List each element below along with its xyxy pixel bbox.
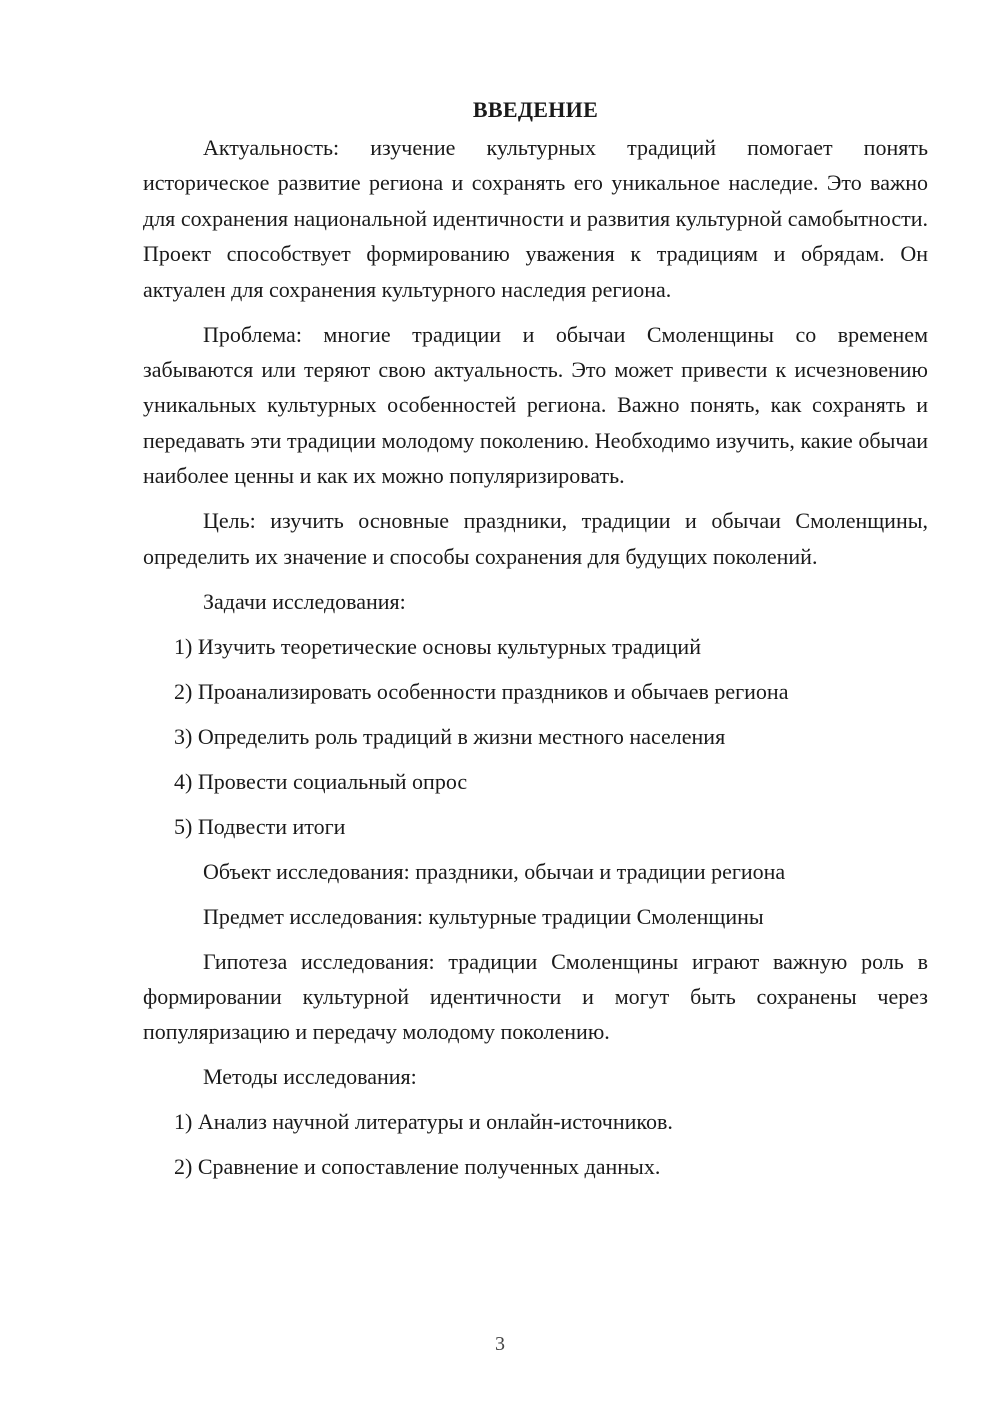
research-subject: Предмет исследования: культурные традиции Смоленщины bbox=[203, 903, 764, 929]
page-number: 3 bbox=[495, 1333, 505, 1355]
task-item: 2) Проанализировать особенности праздников и обычаев региона bbox=[174, 678, 789, 704]
paragraph-relevance: Актуальность: изучение культурных традиций помогает понять историческое развитие региона и сохранять его уникальное наследие. Это важно для сохранения национальной идентичности и развития культурной самобытности. Проект способствует формированию уважения к традициям и обрядам. Он актуален для сохранения культурного наследия региона. bbox=[143, 135, 928, 302]
task-item: 3) Определить роль традиций в жизни местного населения bbox=[174, 723, 726, 749]
research-object: Объект исследования: праздники, обычаи и традиции региона bbox=[203, 858, 786, 884]
task-item: 5) Подвести итоги bbox=[174, 813, 346, 839]
paragraph-problem: Проблема: многие традиции и обычаи Смоленщины со временем забываются или теряют свою актуальность. Это может привести к исчезновению уникальных культурных особенностей региона. Важно понять, как сохранять и передавать эти традиции молодому поколению. Необходимо изучить, какие обычаи наиболее ценны и как их можно популяризировать. bbox=[143, 321, 928, 489]
paragraph-goal: Цель: изучить основные праздники, традиции и обычаи Смоленщины, определить их значение и способы сохранения для будущих поколений. bbox=[143, 508, 928, 569]
document-page bbox=[143, 92, 928, 1392]
method-item: 1) Анализ научной литературы и онлайн-источников. bbox=[174, 1109, 673, 1135]
methods-heading: Методы исследования: bbox=[203, 1064, 417, 1090]
task-item: 1) Изучить теоретические основы культурных традиций bbox=[174, 633, 701, 659]
task-item: 4) Провести социальный опрос bbox=[174, 768, 468, 794]
method-item: 2) Сравнение и сопоставление полученных данных. bbox=[174, 1154, 661, 1180]
section-title: ВВЕДЕНИЕ bbox=[472, 97, 599, 122]
tasks-heading: Задачи исследования: bbox=[203, 588, 406, 614]
paragraph-hypothesis: Гипотеза исследования: традиции Смоленщины играют важную роль в формировании культурной идентичности и могут быть сохранены через популяризацию и передачу молодому поколению. bbox=[143, 948, 928, 1045]
